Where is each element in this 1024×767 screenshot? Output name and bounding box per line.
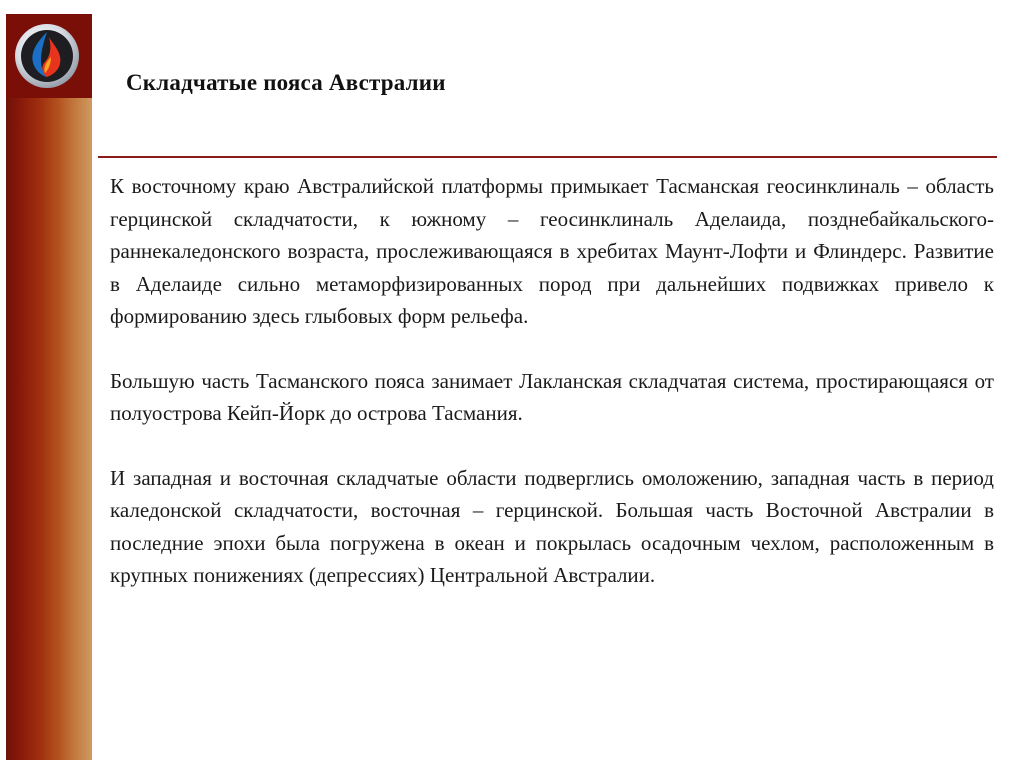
slide-title: Складчатые пояса Австралии bbox=[126, 70, 446, 95]
slide-body bbox=[110, 170, 994, 624]
paragraph: Большую часть Тасманского пояса занимает Лакланская складчатая система, простирающаяся от полуострова Кейп-Йорк до острова Тасмания. bbox=[110, 368, 994, 425]
title-divider bbox=[98, 156, 997, 158]
side-decor-band bbox=[6, 14, 92, 760]
flame-drop-logo-icon bbox=[14, 23, 80, 89]
paragraph: К восточному краю Австралийской платформы примыкает Тасманская геосинклиналь – область герцинской складчатости, к южному – геосинклиналь Аделаида, позднебайкальского-раннекаледонского возраста, прослеживающаяся в хребитах Маунт-Лофти и Флиндерс. Развитие в Аделаиде сильно метаморфизированных пород при дальнейших подвижках привело к формированию здесь глыбовых форм рельефа. bbox=[110, 174, 994, 328]
paragraph: И западная и восточная складчатые области подверглись омоложению, западная часть в период каледонской складчатости, восточная – герцинской. Большая часть Восточной Австралии в последние эпохи была погружена в океан и покрылась осадочным чехлом, расположенным в крупных понижениях (депрессиях) Центральной Австралии. bbox=[110, 465, 994, 587]
